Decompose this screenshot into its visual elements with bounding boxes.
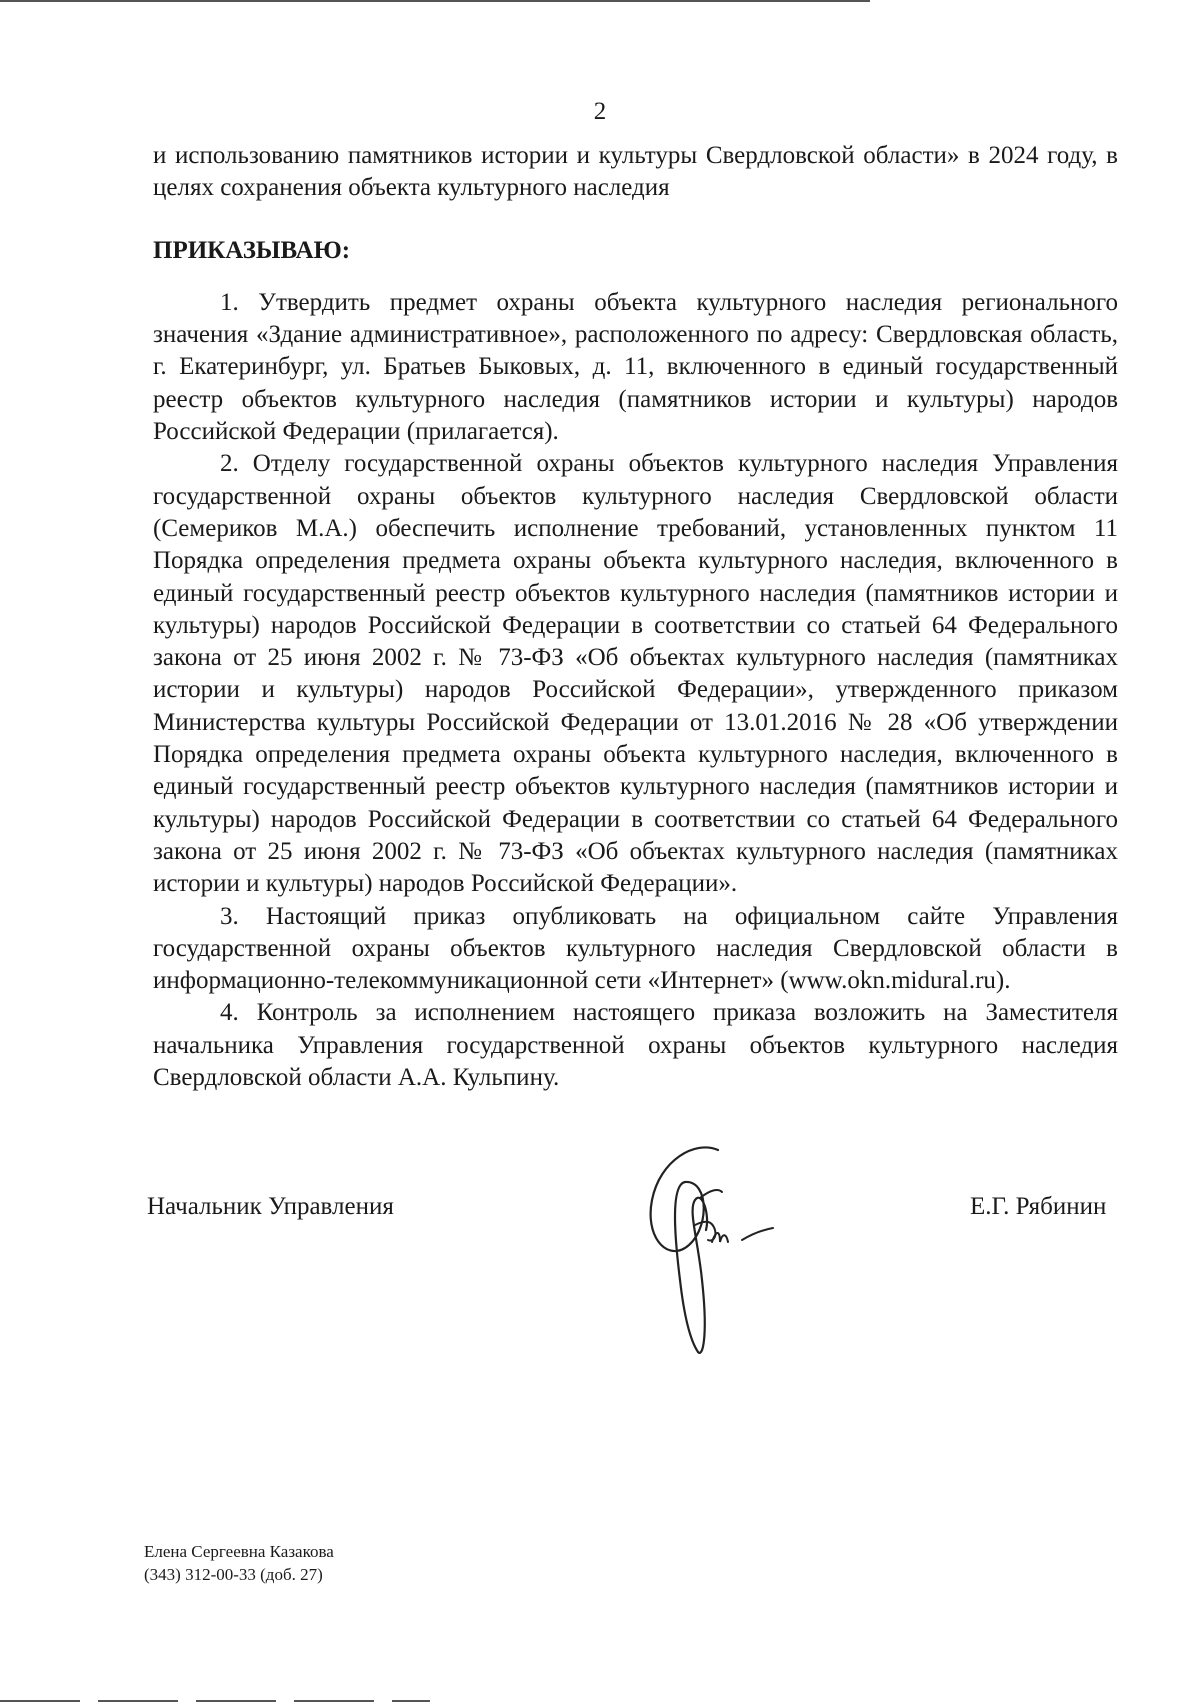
order-item-3: 3. Настоящий приказ опубликовать на официальном сайте Управления государственной охраны объектов культурного наследия Свердловской области в информационно-телекоммуникационной сети «Интернет» (www.okn.midural.ru). [153, 902, 1118, 995]
intro-paragraph: и использованию памятников истории и культуры Свердловской области» в 2024 году, в целях сохранения объекта культурного наследия [153, 142, 1118, 202]
order-item-1: 1. Утвердить предмет охраны объекта культурного наследия регионального значения «Здание административное», расположенного по адресу: Свердловская область, г. Екатеринбург, ул. Братьев Быковых, д. 11, включенного в единый государственный реестр объектов культурного наследия (памятников истории и культуры) народов Российской Федерации (прилагается). [153, 288, 1118, 446]
order-item-2: 2. Отделу государственной охраны объектов культурного наследия Управления государственной охраны объектов культурного наследия Свердловской области (Семериков М.А.) обеспечить исполнение требований, установленных пунктом 11 Порядка определения предмета охраны объекта культурного наследия, включенного в единый государственный реестр объектов культурного наследия (памятников истории и культуры) народов Российской Федерации в соответствии со статьей 64 Федерального закона от 25 июня 2002 г. № 73-ФЗ «Об объектах культурного наследия (памятниках истории и культуры) народов Российской Федерации», утвержденного приказом Министерства культуры Российской Федерации от 13.01.2016 № 28 «Об утверждении Порядка определения предмета охраны объекта культурного наследия, включенного в единый государственный реестр объектов культурного наследия (памятников истории и культуры) народов Российской Федерации в соответствии со статьей 64 Федерального закона от 25 июня 2002 г. № 73-ФЗ «Об объектах культурного наследия (памятниках истории и культуры) народов Российской Федерации». [153, 450, 1118, 898]
order-heading: ПРИКАЗЫВАЮ: [153, 236, 351, 264]
document-body [153, 140, 1118, 1094]
executor-phone: (343) 312-00-33 (доб. 27) [144, 1565, 323, 1584]
signatory-position: Начальник Управления [147, 1193, 394, 1220]
scan-bottom-edge [0, 1700, 430, 1702]
page-number: 2 [593, 98, 607, 125]
executor-name: Елена Сергеевна Казакова [144, 1542, 334, 1561]
signatory-name: Е.Г. Рябинин [970, 1193, 1107, 1220]
signature-block [0, 1180, 1200, 1240]
scan-top-edge [0, 0, 870, 2]
handwritten-signature [640, 1130, 860, 1360]
order-item-4: 4. Контроль за исполнением настоящего приказа возложить на Заместителя начальника Управления государственной охраны объектов культурного наследия Свердловской области А.А. Кульпину. [153, 999, 1118, 1092]
executor-info [144, 1540, 334, 1586]
